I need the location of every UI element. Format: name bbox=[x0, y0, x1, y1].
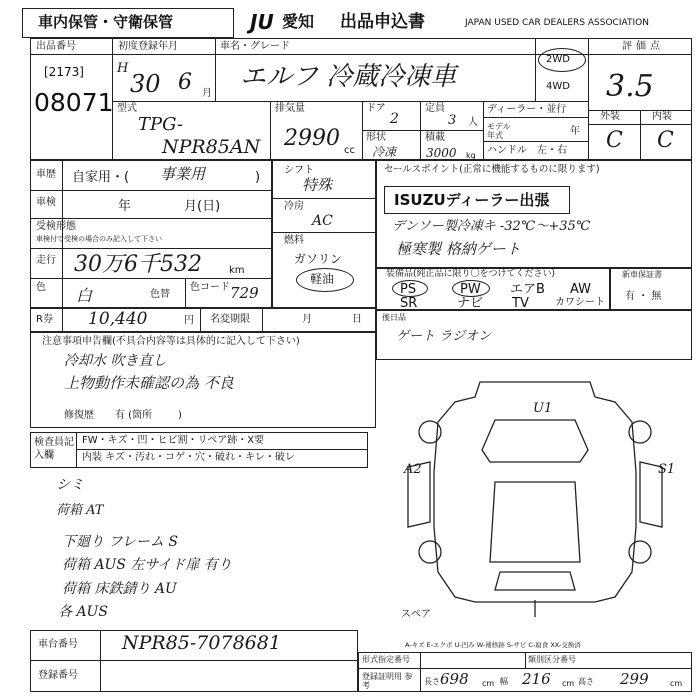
interior-label: 内装 bbox=[652, 111, 672, 122]
lot-number: 08071 bbox=[34, 88, 114, 117]
displacement-label: 排気量 bbox=[275, 103, 305, 114]
warranty-options: 有 ・ 無 bbox=[625, 291, 662, 302]
car-name-label: 車名・グレード bbox=[220, 41, 290, 52]
mileage: 30万6千532 bbox=[74, 252, 202, 277]
length-value: 698 bbox=[440, 670, 469, 688]
inspection-month-day: 月(日) bbox=[184, 199, 221, 214]
inspection-label: 車検 bbox=[36, 197, 56, 208]
reg-number-label: 登録番号 bbox=[38, 670, 78, 681]
spec-no-label: 形式指定番号 bbox=[362, 655, 410, 664]
car-name: エルフ 冷蔵冷凍車 bbox=[240, 62, 457, 92]
color-code: 729 bbox=[230, 284, 259, 302]
dealer-label: ディーラー・並行 bbox=[487, 104, 567, 115]
mileage-label: 走行 bbox=[36, 255, 56, 266]
first-reg-label: 初度登録年月 bbox=[118, 41, 178, 52]
ju-logo: JU bbox=[250, 10, 274, 34]
certified-note: 車検付で受検の場合のみ記入して下さい bbox=[36, 235, 162, 243]
interior-grade: C bbox=[657, 128, 674, 153]
rating-label: 評価点 bbox=[622, 41, 664, 52]
height-value: 299 bbox=[620, 670, 649, 688]
options-text: ゲート ラジオン bbox=[396, 329, 492, 344]
model-year-label: モデル年式 bbox=[487, 122, 511, 140]
drive-4wd: 4WD bbox=[546, 81, 570, 92]
inspector-note-3: 下廻り フレーム S bbox=[62, 534, 178, 550]
fuel-options: ガソリン bbox=[294, 252, 343, 266]
capacity: 3 bbox=[448, 113, 457, 128]
ac-value: AC bbox=[312, 213, 333, 229]
doors: 2 bbox=[390, 111, 399, 127]
equip-tv[interactable]: TV bbox=[512, 296, 529, 311]
person-unit: 人 bbox=[468, 117, 478, 128]
name-change-month: 月 bbox=[302, 314, 312, 325]
shift-value: 特殊 bbox=[302, 176, 333, 194]
color-change-label: 色替 bbox=[150, 289, 170, 300]
reg-year: 30 bbox=[130, 70, 161, 98]
history-value: 自家用・( bbox=[72, 170, 130, 185]
inspector-note-1: シミ bbox=[56, 477, 84, 493]
association-name: JAPAN USED CAR DEALERS ASSOCIATION bbox=[465, 18, 649, 28]
inspector-note-6: 各 AUS bbox=[58, 604, 108, 620]
load-label: 積載 bbox=[425, 132, 445, 143]
brand-text: ISUZUディーラー出張 bbox=[394, 191, 550, 209]
equip-navi[interactable]: ナビ bbox=[457, 296, 484, 311]
class-no-label: 類別区分番号 bbox=[528, 655, 576, 664]
lot-number-label: 出品番号 bbox=[36, 41, 76, 52]
width-value: 216 bbox=[522, 670, 551, 688]
damage-mark-a2: A2 bbox=[404, 462, 422, 477]
notes-line-2: 上物動作未確認の為 不良 bbox=[64, 374, 234, 392]
damage-legend: A-キズ E-エクボ U-凹み W-補修跡 S-サビ C-腐食 XX-交換済 bbox=[405, 641, 581, 649]
repair-label: 修復歴 bbox=[64, 410, 94, 421]
shift-label: シフト bbox=[284, 165, 314, 176]
color-code-label: 色コード bbox=[190, 282, 230, 293]
recycle-frame bbox=[30, 308, 376, 332]
equip-airbag[interactable]: エアB bbox=[510, 282, 545, 297]
sales-line-1: デンソー製冷凍キ -32℃〜+35℃ bbox=[392, 219, 591, 234]
shape-label: 形状 bbox=[366, 132, 386, 143]
inspector-row-2: 内装 キズ・汚れ・コゲ・穴・破れ・キレ・破レ bbox=[82, 452, 295, 463]
model-label: 型式 bbox=[117, 103, 137, 114]
handle-options: 左・右 bbox=[537, 145, 567, 156]
spare-label: スペア bbox=[401, 609, 431, 620]
model-code: NPR85AN bbox=[162, 136, 261, 158]
repair-value: 有 (箇所 bbox=[115, 410, 153, 421]
equipment-label: 装備品(純正品に限り〇をつけてください) bbox=[386, 269, 556, 279]
form-title: 出品申込書 bbox=[340, 12, 425, 32]
chassis-number: NPR85-7078681 bbox=[122, 632, 281, 654]
logo-text: 愛知 bbox=[282, 12, 315, 31]
exterior-label: 外装 bbox=[600, 111, 620, 122]
repair-close: ) bbox=[178, 410, 182, 421]
cert-label: 登録証明用 参考 bbox=[362, 672, 413, 690]
month-unit: 月 bbox=[202, 88, 212, 99]
doors-label: ドア bbox=[366, 103, 386, 114]
equip-aw[interactable]: AW bbox=[570, 282, 592, 297]
model-year-unit: 年 bbox=[570, 126, 580, 137]
exterior-grade: C bbox=[606, 128, 623, 153]
chassis-label: 車台番号 bbox=[38, 639, 78, 650]
height-label: 高さ bbox=[578, 677, 594, 686]
inspector-note-2: 荷箱 AT bbox=[56, 503, 104, 518]
damage-mark-u1: U1 bbox=[533, 401, 553, 416]
model-prefix: TPG- bbox=[138, 114, 183, 135]
era: H bbox=[117, 61, 129, 76]
load: 3000 bbox=[426, 146, 457, 160]
rating-score: 3.5 bbox=[606, 69, 654, 104]
fuel-value: 軽油 bbox=[310, 272, 335, 286]
shape: 冷凍 bbox=[372, 145, 397, 159]
capacity-label: 定員 bbox=[425, 103, 445, 114]
fuel-label: 燃料 bbox=[284, 235, 304, 246]
width-unit: cm bbox=[562, 679, 575, 688]
ps-circle bbox=[392, 280, 428, 297]
sales-point-label: セールスポイント(正常に機能するものに限ります) bbox=[384, 164, 600, 175]
certified-label: 受検形態 bbox=[36, 221, 76, 232]
height-unit: cm bbox=[670, 679, 683, 688]
notes-label: 注意事項申告欄(不具合内容等は具体的に記入して下さい) bbox=[42, 336, 300, 347]
history-close: ) bbox=[255, 170, 261, 185]
handle-label: ハンドル bbox=[487, 145, 527, 156]
inspector-note-5: 荷箱 床鉄錆り AU bbox=[62, 581, 177, 597]
length-unit: cm bbox=[482, 679, 495, 688]
equip-sr[interactable]: SR bbox=[400, 296, 418, 311]
yen-unit: 円 bbox=[184, 315, 194, 326]
storage-label: 車内保管・守衛保管 bbox=[38, 13, 174, 31]
form-frame-top bbox=[30, 38, 692, 160]
warranty-label: 新車保証書 bbox=[622, 270, 662, 279]
drive-2wd: 2WD bbox=[546, 54, 570, 65]
options-label: 後日品 bbox=[382, 313, 406, 322]
inspector-label: 検査員記入欄 bbox=[34, 437, 74, 461]
width-label: 幅 bbox=[500, 677, 508, 686]
recycle-label: R券 bbox=[36, 314, 53, 325]
equip-ps[interactable]: PS bbox=[400, 282, 417, 297]
color-label: 色 bbox=[36, 282, 46, 293]
history-note: 事業用 bbox=[160, 165, 206, 183]
name-change-day: 日 bbox=[352, 314, 362, 325]
length-label: 長さ bbox=[424, 677, 440, 686]
cc-unit: cc bbox=[344, 145, 355, 156]
name-change-label: 名変期限 bbox=[210, 314, 250, 325]
damage-mark-s1: S1 bbox=[658, 462, 676, 477]
lot-sub: [2173] bbox=[44, 65, 84, 79]
inspection-year-unit: 年 bbox=[118, 199, 132, 214]
notes-line-1: 冷却水 吹き直し bbox=[64, 353, 167, 369]
inspector-note-4: 荷箱 AUS 左サイド扉 有り bbox=[62, 557, 232, 573]
sales-line-2: 極寒製 格納ゲート bbox=[396, 240, 521, 258]
inspector-row-1: FW・キズ・凹・ヒビ割・リペア跡・X要 bbox=[82, 435, 265, 446]
recycle-amount: 10,440 bbox=[88, 309, 148, 329]
pw-circle bbox=[452, 280, 490, 297]
ac-label: 冷房 bbox=[284, 201, 304, 212]
km-unit: km bbox=[229, 265, 245, 276]
equip-sheet[interactable]: カワシート bbox=[555, 297, 605, 308]
kg-unit: kg bbox=[466, 151, 476, 160]
equip-pw[interactable]: PW bbox=[460, 282, 481, 297]
displacement: 2990 bbox=[284, 126, 340, 151]
history-label: 車歴 bbox=[36, 169, 56, 180]
reg-month: 6 bbox=[178, 70, 192, 95]
color: 白 bbox=[76, 286, 93, 305]
